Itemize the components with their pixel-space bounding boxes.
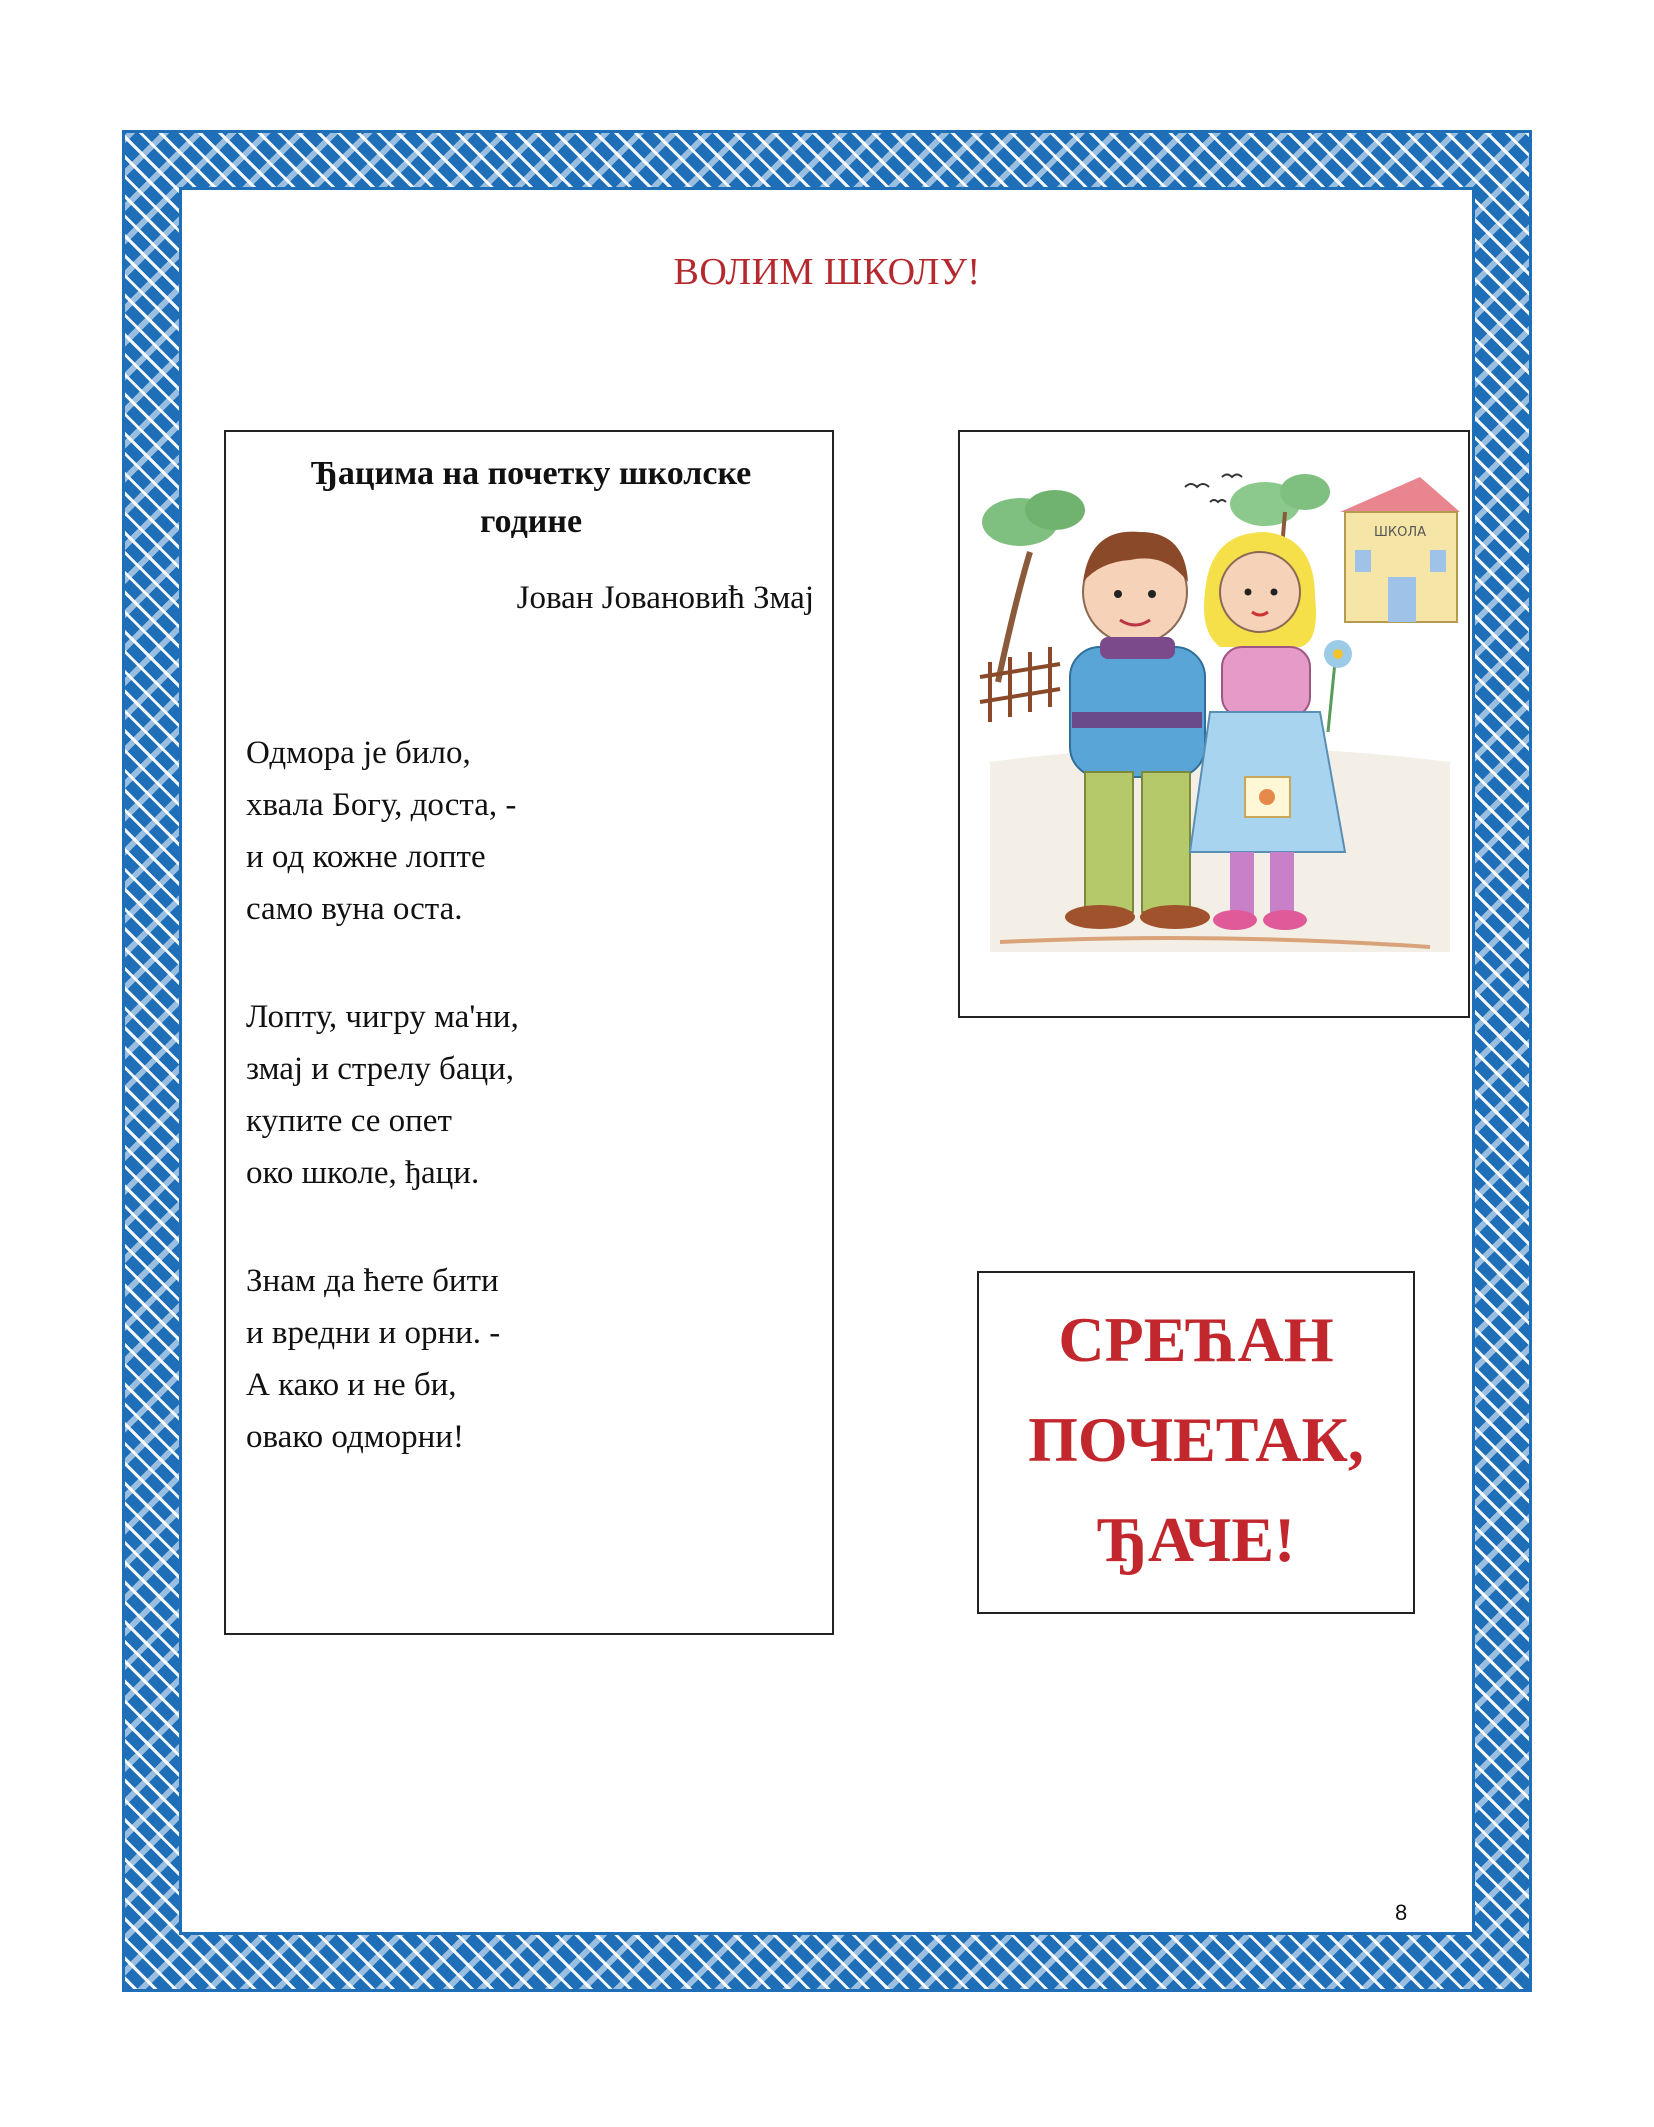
poem-line: и од кожне лопте xyxy=(246,839,486,875)
poem-line: око школе, ђаци. xyxy=(246,1155,480,1191)
poem-line: Лопту, чигру ма'ни, xyxy=(246,999,519,1035)
page-number: 8 xyxy=(1395,1900,1408,1925)
children-drawing xyxy=(960,432,1468,1016)
poem-line: змај и стрелу баци, xyxy=(246,1051,515,1087)
poem-line: хвала Богу, доста, - xyxy=(246,787,517,823)
poem-line: А како и не би, xyxy=(246,1367,457,1403)
page-heading: ВОЛИМ ШКОЛУ! xyxy=(673,251,981,293)
poem-stanza-1 xyxy=(246,727,806,935)
greeting-line-1: СРЕЋАН xyxy=(1058,1304,1334,1375)
poem-line: овако одморни! xyxy=(246,1419,464,1455)
poem-line: и вредни и орни. - xyxy=(246,1315,501,1351)
poem-line: купите се опет xyxy=(246,1103,452,1139)
children-illustration xyxy=(958,430,1470,1018)
greeting-line-3: ЂАЧЕ! xyxy=(1096,1504,1296,1575)
poem-box xyxy=(224,430,834,1635)
poem-line: Одмора је било, xyxy=(246,735,471,771)
poem-line: само вуна оста. xyxy=(246,891,463,927)
poem-title-line-1: Ђацима на почетку школске xyxy=(310,455,752,492)
poem-title-line-2: године xyxy=(479,503,583,540)
poem-author: Јован Јовановић Змај xyxy=(516,580,814,616)
poem-stanza-3 xyxy=(246,1255,806,1463)
greeting-box xyxy=(977,1271,1415,1614)
poem-line: Знам да ћете бити xyxy=(246,1263,499,1299)
poem-title xyxy=(246,450,816,546)
greeting-line-2: ПОЧЕТАК, xyxy=(1028,1404,1364,1475)
school-sign: ШКОЛА xyxy=(1373,525,1427,540)
poem-stanza-2 xyxy=(246,991,806,1199)
